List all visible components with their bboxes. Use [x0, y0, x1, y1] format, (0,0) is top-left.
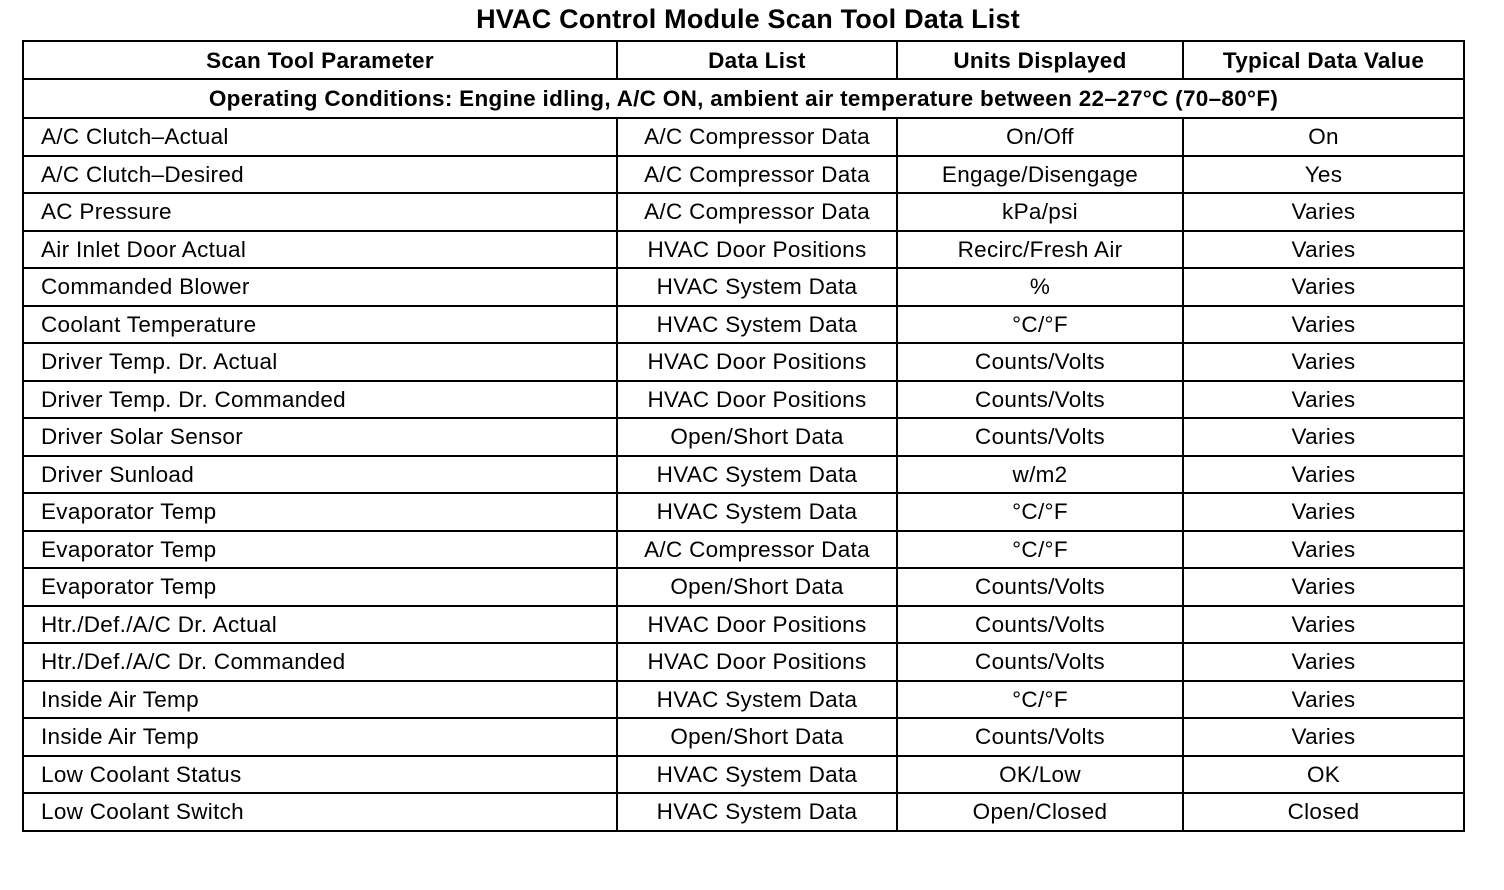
cell-units-displayed: Recirc/Fresh Air [897, 231, 1183, 269]
cell-scan-tool-parameter: Low Coolant Status [23, 756, 617, 794]
cell-data-list: HVAC Door Positions [617, 343, 897, 381]
table-row [23, 493, 1464, 531]
cell-data-list: Open/Short Data [617, 718, 897, 756]
cell-data-list: HVAC System Data [617, 456, 897, 494]
cell-units-displayed: °C/°F [897, 493, 1183, 531]
table-row [23, 756, 1464, 794]
table-row [23, 568, 1464, 606]
cell-typical-data-value: Varies [1183, 306, 1464, 344]
cell-typical-data-value: Varies [1183, 531, 1464, 569]
cell-units-displayed: kPa/psi [897, 193, 1183, 231]
header-data-list: Data List [617, 41, 897, 79]
cell-data-list: HVAC System Data [617, 268, 897, 306]
cell-units-displayed: Engage/Disengage [897, 156, 1183, 194]
table-row [23, 231, 1464, 269]
cell-typical-data-value: Varies [1183, 343, 1464, 381]
cell-scan-tool-parameter: Commanded Blower [23, 268, 617, 306]
cell-scan-tool-parameter: Evaporator Temp [23, 568, 617, 606]
cell-data-list: HVAC System Data [617, 793, 897, 831]
table-row [23, 156, 1464, 194]
cell-scan-tool-parameter: Driver Temp. Dr. Actual [23, 343, 617, 381]
table-row [23, 681, 1464, 719]
header-units-displayed: Units Displayed [897, 41, 1183, 79]
cell-data-list: Open/Short Data [617, 418, 897, 456]
cell-data-list: A/C Compressor Data [617, 156, 897, 194]
table-row [23, 643, 1464, 681]
cell-scan-tool-parameter: Low Coolant Switch [23, 793, 617, 831]
table-row [23, 268, 1464, 306]
cell-typical-data-value: Closed [1183, 793, 1464, 831]
cell-typical-data-value: Varies [1183, 606, 1464, 644]
cell-scan-tool-parameter: Htr./Def./A/C Dr. Commanded [23, 643, 617, 681]
cell-units-displayed: Counts/Volts [897, 418, 1183, 456]
operating-conditions: Operating Conditions: Engine idling, A/C ON, ambient air temperature between 22–27°C (70–80°F) [23, 79, 1464, 118]
cell-scan-tool-parameter: Inside Air Temp [23, 681, 617, 719]
cell-data-list: HVAC Door Positions [617, 231, 897, 269]
cell-units-displayed: Counts/Volts [897, 343, 1183, 381]
cell-data-list: Open/Short Data [617, 568, 897, 606]
cell-typical-data-value: OK [1183, 756, 1464, 794]
cell-units-displayed: % [897, 268, 1183, 306]
cell-data-list: HVAC System Data [617, 306, 897, 344]
cell-scan-tool-parameter: Driver Temp. Dr. Commanded [23, 381, 617, 419]
cell-units-displayed: Counts/Volts [897, 718, 1183, 756]
cell-units-displayed: Counts/Volts [897, 381, 1183, 419]
scan-tool-data-table [22, 40, 1465, 832]
table-row [23, 306, 1464, 344]
cell-typical-data-value: Yes [1183, 156, 1464, 194]
table-row [23, 718, 1464, 756]
cell-typical-data-value: Varies [1183, 718, 1464, 756]
table-row [23, 456, 1464, 494]
cell-typical-data-value: Varies [1183, 418, 1464, 456]
page-title: HVAC Control Module Scan Tool Data List [476, 4, 1020, 34]
cell-scan-tool-parameter: A/C Clutch–Desired [23, 156, 617, 194]
cell-scan-tool-parameter: Driver Solar Sensor [23, 418, 617, 456]
cell-data-list: HVAC Door Positions [617, 381, 897, 419]
cell-scan-tool-parameter: AC Pressure [23, 193, 617, 231]
cell-units-displayed: Counts/Volts [897, 643, 1183, 681]
cell-data-list: HVAC Door Positions [617, 606, 897, 644]
cell-units-displayed: OK/Low [897, 756, 1183, 794]
table-row [23, 418, 1464, 456]
table-row [23, 793, 1464, 831]
cell-scan-tool-parameter: Coolant Temperature [23, 306, 617, 344]
table-header-row [23, 41, 1464, 79]
cell-scan-tool-parameter: Driver Sunload [23, 456, 617, 494]
cell-typical-data-value: Varies [1183, 381, 1464, 419]
cell-data-list: A/C Compressor Data [617, 531, 897, 569]
cell-typical-data-value: Varies [1183, 681, 1464, 719]
cell-units-displayed: w/m2 [897, 456, 1183, 494]
cell-typical-data-value: Varies [1183, 493, 1464, 531]
cell-scan-tool-parameter: Htr./Def./A/C Dr. Actual [23, 606, 617, 644]
cell-scan-tool-parameter: Evaporator Temp [23, 493, 617, 531]
table-row [23, 531, 1464, 569]
header-scan-tool-parameter: Scan Tool Parameter [23, 41, 617, 79]
cell-data-list: HVAC System Data [617, 493, 897, 531]
cell-data-list: HVAC System Data [617, 756, 897, 794]
cell-data-list: A/C Compressor Data [617, 118, 897, 156]
table-row [23, 193, 1464, 231]
cell-data-list: HVAC Door Positions [617, 643, 897, 681]
cell-typical-data-value: Varies [1183, 456, 1464, 494]
cell-units-displayed: On/Off [897, 118, 1183, 156]
cell-scan-tool-parameter: Inside Air Temp [23, 718, 617, 756]
cell-scan-tool-parameter: Evaporator Temp [23, 531, 617, 569]
cell-typical-data-value: On [1183, 118, 1464, 156]
cell-units-displayed: °C/°F [897, 681, 1183, 719]
cell-data-list: HVAC System Data [617, 681, 897, 719]
cell-typical-data-value: Varies [1183, 643, 1464, 681]
cell-scan-tool-parameter: Air Inlet Door Actual [23, 231, 617, 269]
table-row [23, 343, 1464, 381]
cell-units-displayed: °C/°F [897, 306, 1183, 344]
cell-data-list: A/C Compressor Data [617, 193, 897, 231]
table-row [23, 381, 1464, 419]
cell-typical-data-value: Varies [1183, 231, 1464, 269]
table-row [23, 118, 1464, 156]
cell-units-displayed: °C/°F [897, 531, 1183, 569]
header-typical-data-value: Typical Data Value [1183, 41, 1464, 79]
operating-conditions-row [23, 79, 1464, 118]
cell-units-displayed: Open/Closed [897, 793, 1183, 831]
cell-typical-data-value: Varies [1183, 268, 1464, 306]
cell-units-displayed: Counts/Volts [897, 568, 1183, 606]
cell-scan-tool-parameter: A/C Clutch–Actual [23, 118, 617, 156]
cell-typical-data-value: Varies [1183, 193, 1464, 231]
cell-units-displayed: Counts/Volts [897, 606, 1183, 644]
cell-typical-data-value: Varies [1183, 568, 1464, 606]
table-row [23, 606, 1464, 644]
